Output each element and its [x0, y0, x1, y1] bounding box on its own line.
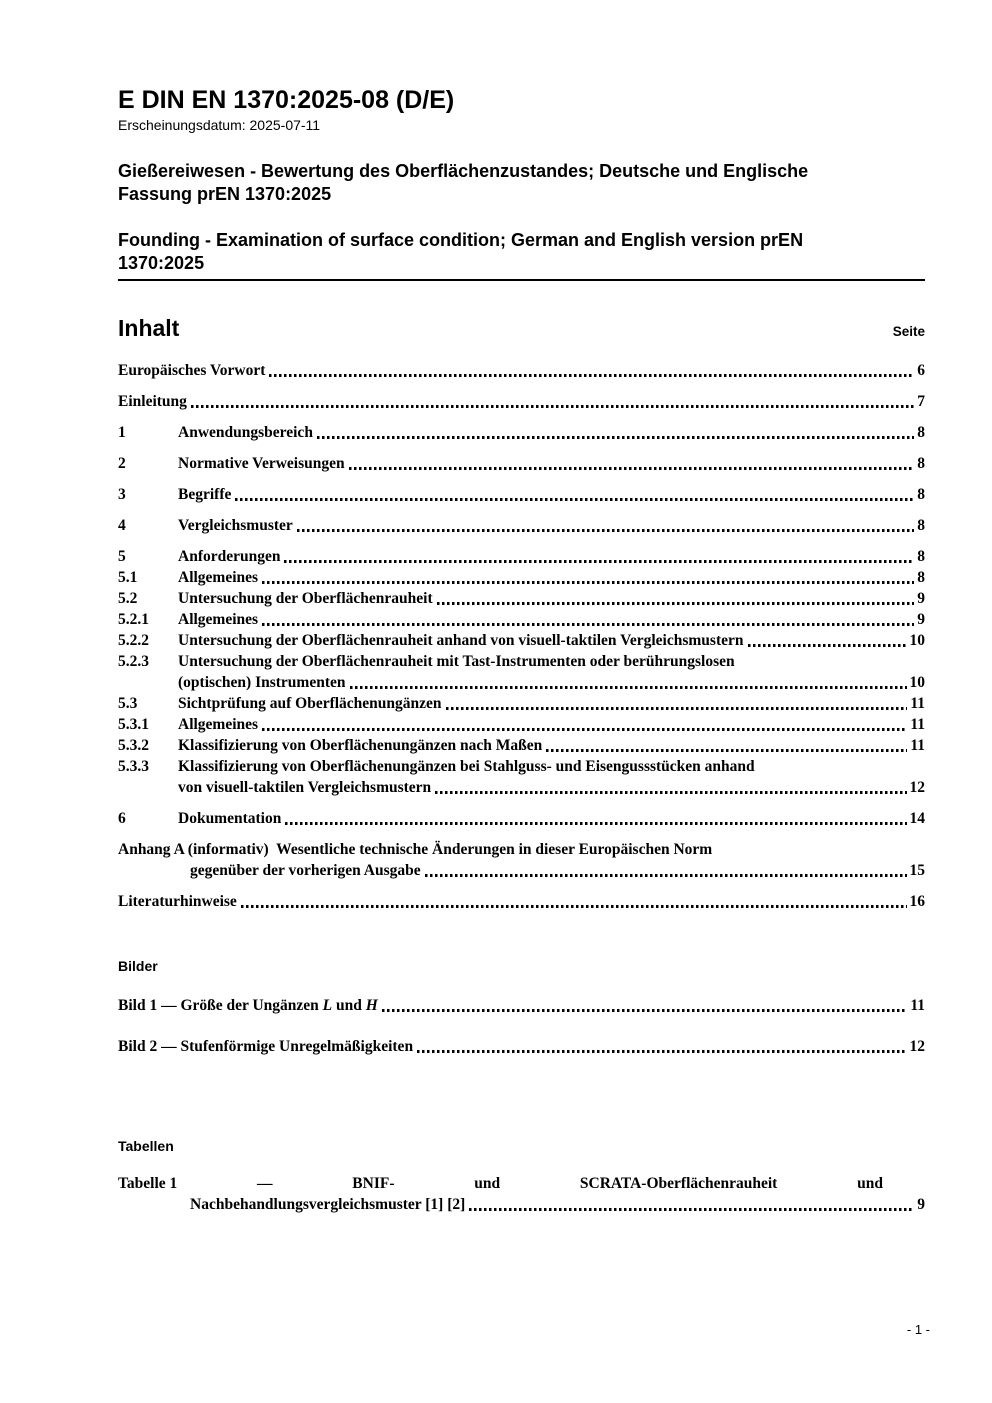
- figure-entry-page: 11: [910, 997, 925, 1014]
- figure-entry-page: 12: [909, 1038, 925, 1055]
- dot-leader: [417, 1050, 906, 1053]
- toc-entry[interactable]: [118, 546, 925, 567]
- toc-entry-label: Anforderungen: [178, 548, 281, 565]
- toc-entry[interactable]: [118, 422, 925, 443]
- toc-entry-label: Normative Verweisungen: [178, 455, 345, 472]
- toc-entry[interactable]: [118, 808, 925, 829]
- toc-entry-label: Begriffe: [178, 486, 232, 503]
- table-entry-line2: [118, 1194, 925, 1215]
- dot-leader: [285, 822, 906, 825]
- toc-entry[interactable]: [118, 693, 925, 714]
- table-1-word: BNIF-: [352, 1175, 395, 1192]
- dot-leader: [349, 467, 915, 470]
- toc-entry[interactable]: [118, 453, 925, 474]
- toc-entry-page: 9: [917, 611, 925, 628]
- toc-entry[interactable]: [118, 891, 925, 912]
- toc-entry-number: 5.3.1: [118, 716, 149, 733]
- toc-entry-label: Allgemeines: [178, 611, 259, 628]
- table-1-word: und: [857, 1175, 883, 1192]
- toc-entry-label-line2: von visuell-taktilen Vergleichsmustern: [178, 779, 432, 796]
- toc-entry-number: 5.2.2: [118, 632, 149, 649]
- title-english-line2: 1370:2025: [118, 252, 205, 273]
- toc-entry[interactable]: [118, 756, 925, 798]
- dot-leader: [262, 728, 907, 731]
- figure-1-symbol-L: L: [322, 997, 333, 1014]
- toc-entry-page: 8: [917, 517, 925, 534]
- toc-entry-label: Untersuchung der Oberflächenrauheit anhand von visuell-taktilen Vergleichsmustern: [178, 632, 744, 649]
- toc-entry-page: 6: [917, 362, 925, 379]
- toc-entry-label: Allgemeines: [178, 716, 259, 733]
- toc-entry-body: [118, 839, 925, 881]
- toc-entry-number: 1: [118, 424, 126, 441]
- toc-entry-number: 5.1: [118, 569, 138, 586]
- page-number-footer: - 1 -: [906, 1322, 930, 1337]
- toc-entry-page: 10: [909, 674, 925, 691]
- toc-entry-page: 16: [909, 893, 925, 910]
- page-content: [118, 0, 925, 1215]
- dot-leader: [446, 707, 908, 710]
- toc-entry[interactable]: [118, 484, 925, 505]
- toc-entry[interactable]: [118, 391, 925, 412]
- toc-entry-page: 9: [917, 590, 925, 607]
- toc-entry-label-line2: gegenüber der vorherigen Ausgabe: [190, 862, 421, 879]
- toc-entry-page: 10: [909, 632, 925, 649]
- publication-date: Erscheinungsdatum: 2025-07-11: [118, 117, 321, 133]
- toc-entry-label-line1: Klassifizierung von Oberflächenungänzen bei Stahlguss- und Eisengussstücken anhand: [178, 758, 755, 775]
- contents-heading-row: [118, 315, 925, 341]
- figure-entry-label: Bild 2 — Stufenförmige Unregelmäßigkeiten: [118, 1038, 414, 1055]
- table-1-word: und: [474, 1175, 501, 1192]
- document-number: E DIN EN 1370:2025-08 (D/E): [118, 86, 455, 114]
- dot-leader: [191, 405, 914, 408]
- dot-leader: [297, 529, 914, 532]
- dot-leader: [748, 644, 907, 647]
- toc-entry-label-line1: Anhang A (informativ) Wesentliche technische Änderungen in dieser Europäischen Norm: [118, 841, 713, 858]
- toc-entry[interactable]: [118, 609, 925, 630]
- toc-entry-label: Literaturhinweise: [118, 893, 237, 910]
- table-1-label: Tabelle 1: [118, 1175, 178, 1192]
- figure-entry[interactable]: [118, 1036, 925, 1057]
- toc-entry-label: Klassifizierung von Oberflächenungänzen nach Maßen: [178, 737, 543, 754]
- toc-entry-page: 8: [917, 569, 925, 586]
- toc-entry-number: 6: [118, 810, 126, 827]
- toc-entry[interactable]: [118, 588, 925, 609]
- header-divider: [118, 279, 925, 281]
- toc-entry-page: 8: [917, 548, 925, 565]
- toc-entry-number: 5: [118, 548, 126, 565]
- title-german-line2: Fassung prEN 1370:2025: [118, 183, 332, 204]
- figure-1-mid: und: [332, 997, 366, 1014]
- toc-entry-label: Europäisches Vorwort: [118, 362, 266, 379]
- toc-entry-number: 5.3.3: [118, 758, 149, 775]
- toc-entry-page: 11: [910, 716, 925, 733]
- toc-entry-label-line2: (optischen) Instrumenten: [178, 674, 346, 691]
- toc-entry[interactable]: [118, 735, 925, 756]
- title-german-line1: Gießereiwesen - Bewertung des Oberflächenzustandes; Deutsche und Englische: [118, 161, 809, 181]
- title-english-line1: Founding - Examination of surface condition; German and English version prEN: [118, 230, 804, 250]
- dot-leader: [350, 686, 907, 689]
- toc-entry-page: 12: [909, 779, 925, 796]
- toc-entry-body: [178, 756, 925, 798]
- figure-entry-label: [118, 995, 378, 1016]
- dot-leader: [435, 791, 906, 794]
- toc-entry-body: [178, 651, 925, 693]
- toc-entry-page: 14: [909, 810, 925, 827]
- toc-entry-number: 5.2.3: [118, 653, 149, 670]
- dot-leader: [235, 498, 914, 501]
- figures-heading: Bilder: [118, 958, 158, 974]
- toc-entry-number: 4: [118, 517, 126, 534]
- title-german: [118, 160, 925, 205]
- toc-entry-page: 8: [917, 486, 925, 503]
- toc-entry-annex-a[interactable]: [118, 839, 925, 881]
- toc-entry-label: Einleitung: [118, 393, 187, 410]
- dot-leader: [546, 749, 907, 752]
- toc-entry-number: 5.3: [118, 695, 138, 712]
- dot-leader: [269, 374, 914, 377]
- toc-entry-page: 11: [910, 695, 925, 712]
- toc-entry-label: Sichtprüfung auf Oberflächenungänzen: [178, 695, 442, 712]
- dot-leader: [317, 436, 914, 439]
- toc-entry-line2: [178, 672, 925, 693]
- dot-leader: [284, 560, 914, 563]
- toc-entry[interactable]: [118, 651, 925, 693]
- toc-entry-page: 8: [917, 455, 925, 472]
- tables-heading: Tabellen: [118, 1138, 174, 1154]
- title-english: [118, 229, 925, 274]
- dot-leader: [469, 1208, 914, 1211]
- figure-1-prefix: Bild 1 — Größe der Ungänzen: [118, 997, 323, 1014]
- table-of-contents: [118, 360, 925, 1215]
- table-entry-page: 9: [917, 1196, 925, 1213]
- toc-entry-label: Dokumentation: [178, 810, 282, 827]
- toc-entry-label: Allgemeines: [178, 569, 259, 586]
- toc-entry[interactable]: [118, 714, 925, 735]
- toc-entry-label-line1: Untersuchung der Oberflächenrauheit mit Tast-Instrumenten oder berührungslosen: [178, 653, 735, 670]
- table-entry-label-line2: Nachbehandlungsvergleichsmuster [1] [2]: [190, 1196, 466, 1213]
- toc-entry[interactable]: [118, 515, 925, 536]
- dot-leader: [262, 581, 914, 584]
- toc-entry-line2: [178, 777, 925, 798]
- toc-entry-number: 3: [118, 486, 126, 503]
- page-column-label: Seite: [892, 324, 925, 339]
- table-entry[interactable]: [118, 1173, 925, 1215]
- dot-leader: [437, 602, 915, 605]
- toc-entry-label: Untersuchung der Oberflächenrauheit: [178, 590, 433, 607]
- dot-leader: [241, 905, 907, 908]
- toc-entry-page: 7: [917, 393, 925, 410]
- contents-heading: Inhalt: [118, 315, 180, 341]
- dot-leader: [262, 623, 914, 626]
- toc-entry-label: Vergleichsmuster: [178, 517, 293, 534]
- table-1-dash: —: [257, 1175, 273, 1192]
- toc-entry-number: 5.3.2: [118, 737, 149, 754]
- figure-1-symbol-H: H: [365, 997, 378, 1014]
- toc-entry-number: 5.2: [118, 590, 138, 607]
- toc-entry-page: 8: [917, 424, 925, 441]
- toc-entry[interactable]: [118, 630, 925, 651]
- dot-leader: [425, 874, 907, 877]
- toc-entry[interactable]: [118, 360, 925, 381]
- toc-entry-line2: [118, 860, 925, 881]
- dot-leader: [382, 1009, 908, 1012]
- toc-entry-page: 11: [910, 737, 925, 754]
- toc-entry-page: 15: [909, 862, 925, 879]
- figure-entry[interactable]: [118, 995, 925, 1016]
- table-entry-line1: [118, 1173, 883, 1194]
- toc-entry-number: 5.2.1: [118, 611, 149, 628]
- table-1-word: SCRATA-Oberflächenrauheit: [579, 1175, 778, 1192]
- toc-entry-number: 2: [118, 455, 126, 472]
- toc-entry-label: Anwendungsbereich: [178, 424, 313, 441]
- toc-entry[interactable]: [118, 567, 925, 588]
